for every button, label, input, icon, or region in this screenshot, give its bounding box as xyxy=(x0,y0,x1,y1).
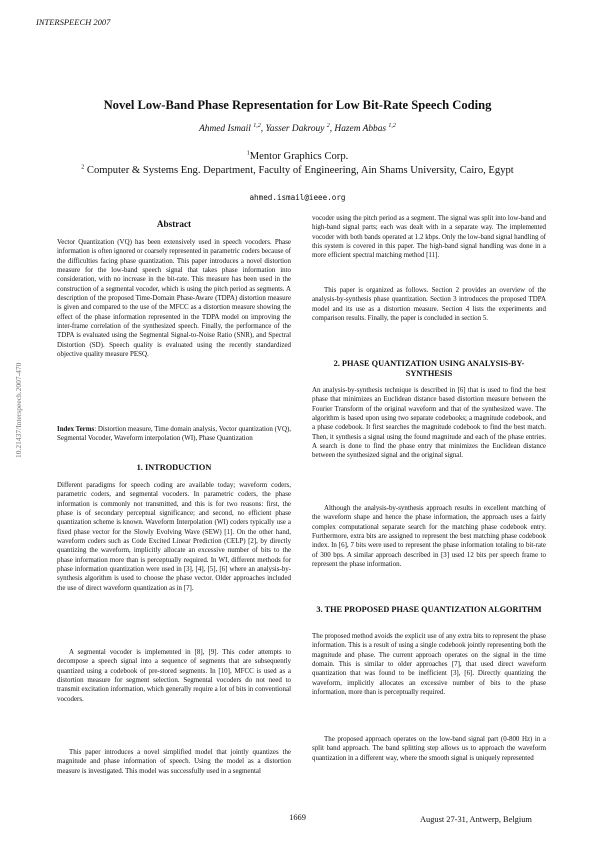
paper-title: Novel Low-Band Phase Representation for Low Bit-Rate Speech Coding xyxy=(103,98,492,112)
page-number: 1669 xyxy=(289,813,306,822)
abstract-text: Vector Quantization (VQ) has been extensively used in speech vocoders. Phase information is often ignored or coarsely represented in parametric coders because of the difficulties facing phase quantization. This paper introduces a novel distortion measure for the low-band speech signal that takes phase information into consideration, with no increase in the bit-rate. This measure has been used in the construction of a segmental vocoder, which is using the pitch period as segments. A description of the proposed Time-Domain Phase-Aware (TDPA) distortion measure is given and compared to the use of the MFCC as a distortion measure showing the effect of the phase information represented in the TDPA model on improving the inter-frame correlation of the synthesized speech. Finally, the performance of the TDPA is evaluated using the Segmental Signal-to-Noise Ratio (SNR), and Spectral Distortion (SD). Speech quality is evaluated using the recently standardized objective quality measure PESQ. xyxy=(57,238,291,359)
affiliation-2 xyxy=(60,164,535,178)
index-terms xyxy=(57,425,291,444)
index-terms-label: Index Terms xyxy=(57,425,95,433)
intro-paragraph-5: This paper is organized as follows. Section 2 provides an overview of the analysis-by-synthesis phase quantization. Section 3 introduces the proposed TDPA model and its use as a distortion measure. Section 4 lists the experiments and comparison results. Finally, the paper is concluded in section 5. xyxy=(312,286,546,323)
author-name: Hazem Abbas xyxy=(334,124,387,134)
intro-paragraph-2: A segmental vocoder is implemented in [8], [9]. This coder attempts to decompose a speech signal into a sequence of segments that are subsequently quantized using a codebook of pre-stored segments. In [10], MFCC is used as a distortion measure for segment selection. Segmental vocoders do not need to transmit excitation information, which generally require a lot of bits in conventional vocoders. xyxy=(57,648,291,703)
section-3-heading: 3. THE PROPOSED PHASE QUANTIZATION ALGORITHM xyxy=(316,605,542,614)
section-1-heading: 1. INTRODUCTION xyxy=(136,463,212,472)
affiliation-text: Mentor Graphics Corp. xyxy=(249,151,349,162)
affiliation-number: 1 xyxy=(246,150,250,157)
intro-paragraph-4: vocoder using the pitch period as a segment. The signal was split into low-band and high-band signal parts; each was dealt with in a separate way. The implemented vocoder with both bands operated at 1.2 kbps. Only the low-band signal handling of this system is covered in this paper. The high-band signal handling was done in a more efficient spectral matching method [11]. xyxy=(312,214,546,260)
doi-stamp: 10.21437/Interspeech.2007-470 xyxy=(14,362,23,458)
author-name: Ahmed Ismail xyxy=(199,124,251,134)
sec3-paragraph-2: The proposed approach operates on the low-band signal part (0-800 Hz) in a split band approach. The band splitting step allows us to approach the waveform quantization in a different way, where the smooth signal is uniquely represented xyxy=(312,735,546,762)
author-affiliation-mark: 1,2 xyxy=(253,122,261,129)
conference-header: INTERSPEECH 2007 xyxy=(36,17,111,27)
author-line: Ahmed Ismail $^{1,2}$, Yasser Dakrouy $^2$, Hazem Abbas $^{1,2}$ xyxy=(199,122,396,134)
sec3-paragraph-1: The proposed method avoids the explicit use of any extra bits to represent the phase information. This is a result of using a single codebook jointly representing both the magnitude and phase. The current approach operates on the signal in the time domain. This is similar to older approaches [7], that used direct waveform quantization that was found to be inefficient [3], [6]. Directly quantizing the waveform, implicitly allocates an excessive number of bits to the phase information, more than is perceptually required. xyxy=(312,632,546,697)
sec2-paragraph-1: An analysis-by-synthesis technique is described in [6] that is used to find the best phase that minimizes an Euclidean distance based distortion measure between the Fourier Transform of the original waveform and that of the synthesized wave. The algorithm is based upon using two separate codebooks; a magnitude codebook, and a phase codebook. It first searches the magnitude codebook to find the best match. Then, it synthesis a signal using the found magnitude and each of the phase entries. A search is done to find the phase entry that minimizes the Euclidean distance between the synthesized signal and the original signal. xyxy=(312,386,546,460)
conference-footer: August 27-31, Antwerp, Belgium xyxy=(420,815,532,824)
intro-paragraph-3: This paper introduces a novel simplified model that jointly quantizes the magnitude and phase information of speech. Using the model as a distortion measure is investigated. This model was successfully used in a segmental xyxy=(57,748,291,775)
section-2-heading: 2. PHASE QUANTIZATION USING ANALYSIS-BY-SYNTHESIS xyxy=(333,359,525,379)
affiliation-number: 2 xyxy=(81,164,85,171)
author-email[interactable]: ahmed.ismail@ieee.org xyxy=(249,193,346,202)
sec2-paragraph-2: Although the analysis-by-synthesis approach results in excellent matching of the waveform shape and hence the phase information, the approach uses a fairly complex computational separate search for the matching phase codebook entry. Furthermore, extra bits are assigned to represent the best matching phase codebook index. In [6], 7 bits were used to represent the phase information totaling to bit-rate of 300 bps. A similar approach described in [3] used 12 bits per speech frame to represent the phase information. xyxy=(312,504,546,569)
abstract-heading: Abstract xyxy=(156,219,192,229)
intro-paragraph-1: Different paradigms for speech coding are available today; waveform coders, parametric coders, and segmental vocoders. In parametric coders, the phase information is commonly not transmitted, and this is for two reasons: first, the phase is of secondary perceptual significance; and second, no efficient phase quantization scheme is known. Waveform Interpolation (WI) coders typically use a fixed phase vector for the Slowly Evolving Wave (SEW) [1]. On the other hand, waveform coders such as Code Excited Linear Prediction (CELP) [2], by directly quantizing the waveform, implicitly allocate an excessive number of bits to the phase information more than is perceptually required. In WI, different methods for phase information quantization were used in [3], [4], [5], [6] where an analysis-by-synthesis algorithm is used to choose the phase vector. Older approaches included the use of direct waveform quantization as in [7]. xyxy=(57,481,291,592)
author-affiliation-mark: 1,2 xyxy=(388,122,396,129)
author-affiliation-mark: 2 xyxy=(326,122,330,129)
author-name: Yasser Dakrouy xyxy=(265,124,325,134)
index-terms-text: : Distortion measure, Time domain analysis, Vector quantization (VQ), Segmental Vocoder, Waveform interpolation (WI), Phase Quantization xyxy=(57,425,291,443)
affiliation-1 xyxy=(60,150,535,164)
affiliation-text: Computer & Systems Eng. Department, Faculty of Engineering, Ain Shams University, Cairo, Egypt xyxy=(86,165,514,176)
